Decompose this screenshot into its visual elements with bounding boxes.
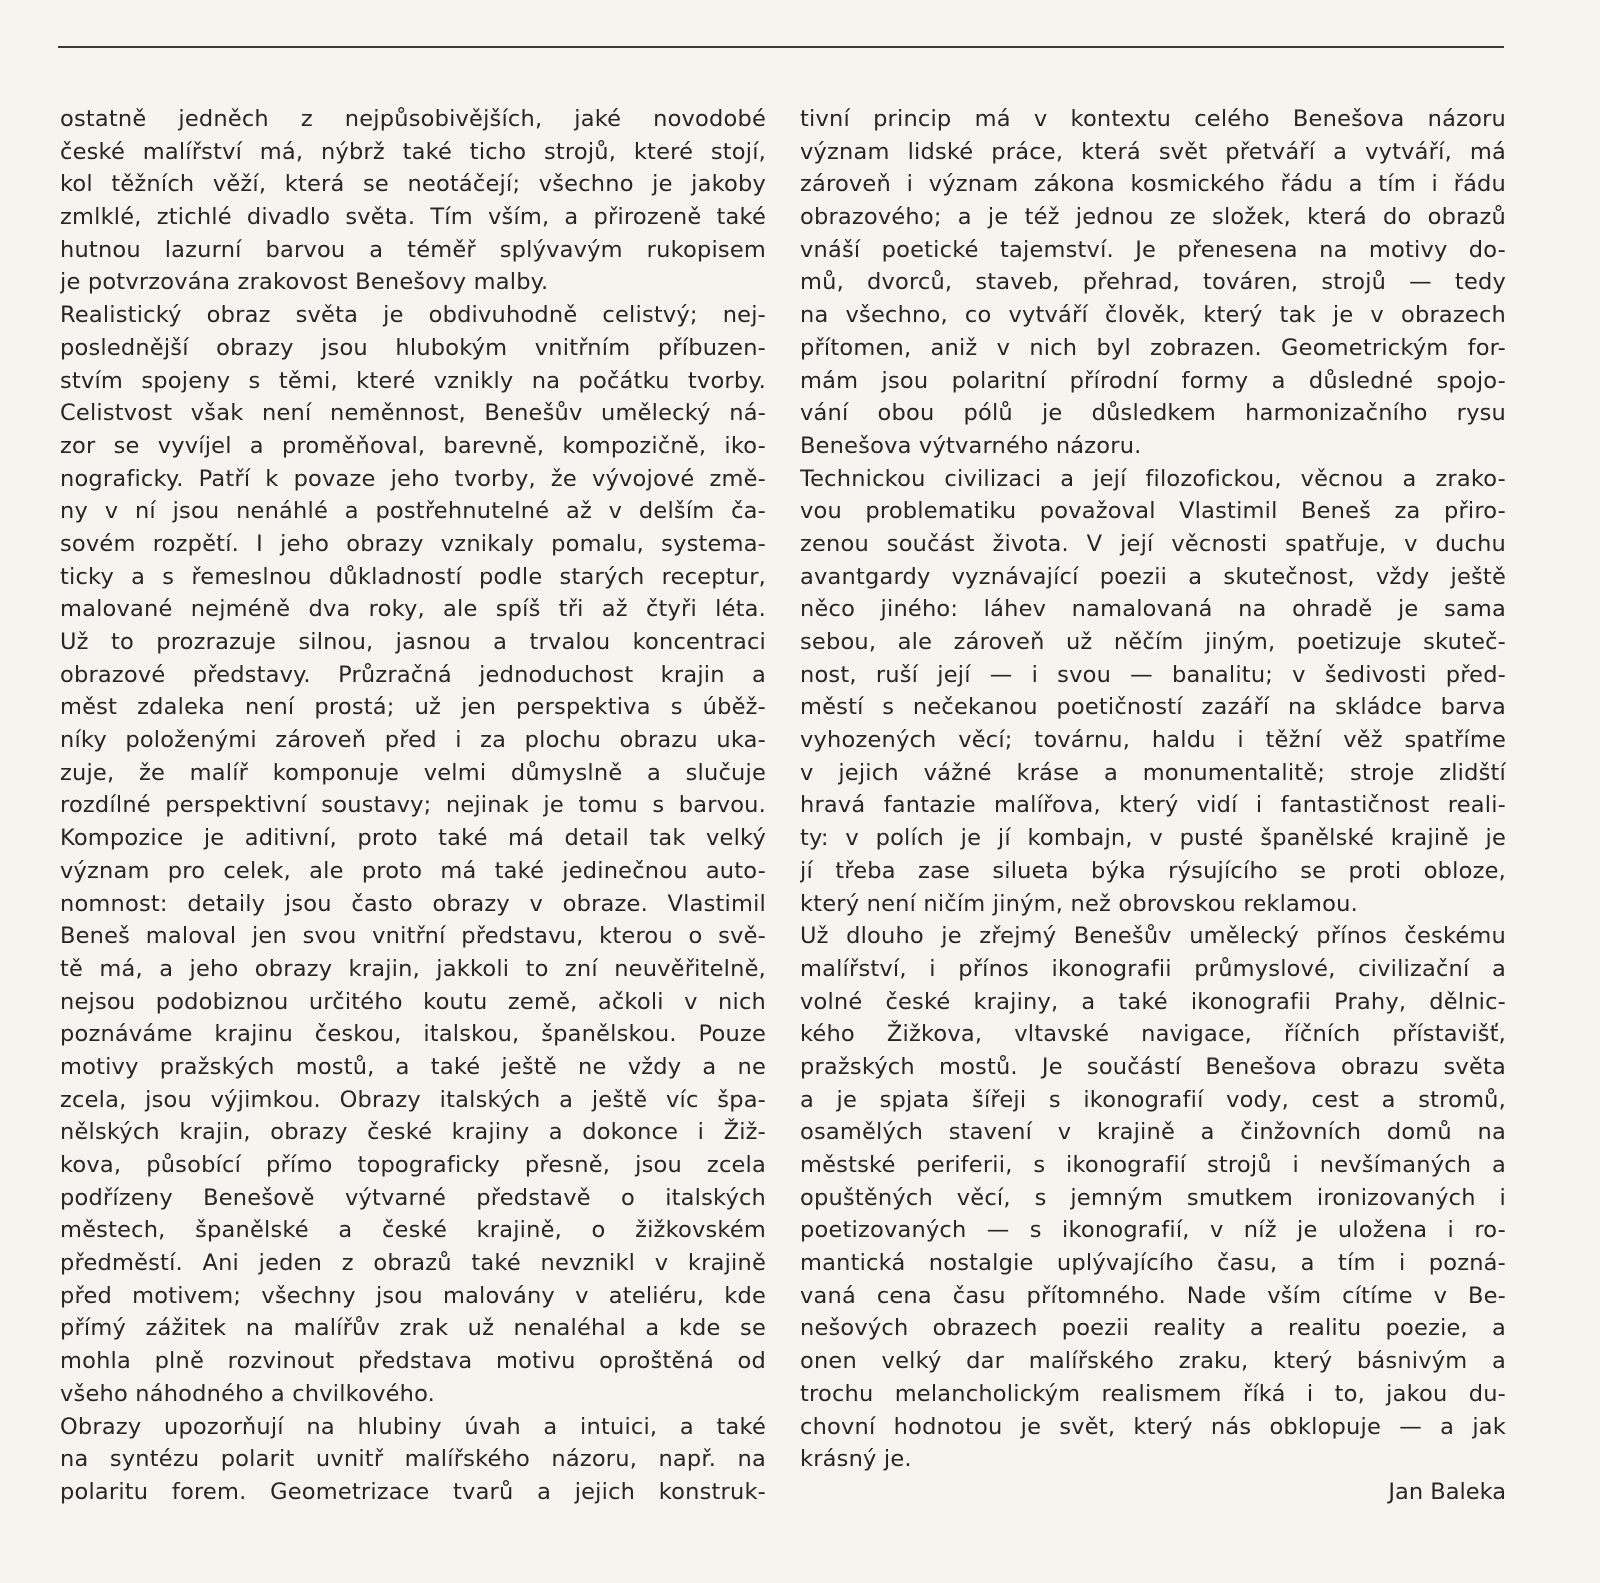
- text-line: sovém rozpětí. I jeho obrazy vznikaly pomalu, systema-: [60, 530, 766, 557]
- text-line: městské periferii, s ikonografií strojů i nevšímaných a: [800, 1152, 1506, 1178]
- text-line: níky položenými zároveň před i za plochu obrazu uka-: [60, 727, 766, 754]
- paragraph: [800, 920, 1506, 1476]
- text-line: české malířství má, nýbrž také ticho strojů, které stojí,: [60, 138, 766, 165]
- paragraph: [800, 463, 1506, 921]
- text-line: městech, španělské a české krajině, o žižkovském: [60, 1217, 766, 1244]
- text-line: Beneš maloval jen svou vnitřní představu, kterou o svě-: [60, 923, 766, 950]
- text-line: Už dlouho je zřejmý Benešův umělecký přínos českému: [800, 923, 1506, 950]
- text-line: ticky a s řemeslnou důkladností podle starých receptur,: [60, 563, 766, 590]
- text-line: na všechno, co vytváří člověk, který tak je v obrazech: [800, 302, 1506, 329]
- right-column: [800, 103, 1506, 1509]
- text-line: podřízeny Benešově výtvarné představě o italských: [60, 1184, 766, 1211]
- text-line: zároveň i význam zákona kosmického řádu a tím i řádu: [800, 171, 1506, 198]
- text-line: ty: v polích je jí kombajn, v pusté španělské krajině je: [800, 825, 1506, 852]
- text-line: onen velký dar malířského zraku, který básnivým a: [800, 1348, 1506, 1375]
- text-line: zor se vyvíjel a proměňoval, barevně, kompozičně, iko-: [60, 432, 766, 459]
- text-line: ostatně jedněch z nejpůsobivějších, jaké novodobé: [60, 106, 766, 132]
- top-rule: [58, 46, 1504, 48]
- text-line: Už to prozrazuje silnou, jasnou a trvalou koncentraci: [60, 629, 766, 655]
- text-line: kol těžních věží, která se neotáčejí; všechno je jakoby: [60, 171, 766, 198]
- text-line: vou problematiku považoval Vlastimil Beneš za přiro-: [800, 498, 1506, 525]
- paragraph: [60, 103, 766, 299]
- text-line: zenou součást života. V její věcnosti spatřuje, v duchu: [800, 530, 1506, 557]
- text-line: vnáší poetické tajemství. Je přenesena na motivy do-: [800, 236, 1506, 263]
- text-line: před motivem; všechny jsou malovány v ateliéru, kde: [60, 1282, 766, 1309]
- text-line: obrazového; a je též jednou ze složek, která do obrazů: [800, 204, 1506, 231]
- text-line: jí třeba zase silueta býka rýsujícího se proti obloze,: [800, 857, 1506, 884]
- text-line: krásný je.: [800, 1446, 912, 1473]
- author-signature: Jan Baleka: [1388, 1478, 1506, 1505]
- text-line: v jejich vážné kráse a monumentalitě; stroje zlidští: [800, 759, 1506, 786]
- text-line: přímý zážitek na malířův zrak už nenaléhal a kde se: [60, 1315, 766, 1342]
- text-line: opuštěných věcí, s jemným smutkem ironizovaných i: [800, 1184, 1506, 1211]
- text-line: kého Žižkova, vltavské navigace, říčních přístavišť,: [800, 1021, 1506, 1048]
- text-line: Obrazy upozorňují na hlubiny úvah a intuici, a také: [60, 1413, 766, 1440]
- text-line: vaná cena času přítomného. Nade vším cítíme v Be-: [800, 1282, 1506, 1309]
- text-line: význam pro celek, ale proto má také jedinečnou auto-: [60, 857, 766, 884]
- text-line: avantgardy vyznávající poezii a skutečnost, vždy ještě: [800, 563, 1506, 590]
- text-line: nělských krajin, obrazy české krajiny a dokonce i Žiž-: [60, 1119, 766, 1146]
- paragraph: [800, 103, 1506, 463]
- text-line: a je spjata šířeji s ikonografií vody, cest a stromů,: [800, 1086, 1506, 1113]
- text-line: nešových obrazech poezii reality a realitu poezie, a: [800, 1315, 1506, 1342]
- text-line: něco jiného: láhev namalovaná na ohradě je sama: [800, 596, 1506, 623]
- text-line: sebou, ale zároveň už něčím jiným, poetizuje skuteč-: [800, 629, 1506, 655]
- text-line: měst zdaleka není prostá; už jen perspektiva s úběž-: [60, 694, 766, 721]
- text-line: rozdílné perspektivní soustavy; nejinak je tomu s barvou.: [60, 792, 766, 819]
- text-line: chovní hodnotou je svět, který nás obklopuje — a jak: [800, 1413, 1506, 1440]
- left-column: [60, 103, 766, 1509]
- text-line: poslednější obrazy jsou hlubokým vnitřním příbuzen-: [60, 334, 766, 361]
- text-line: Technickou civilizaci a její filozofickou, věcnou a zrako-: [800, 465, 1506, 492]
- text-line: tivní princip má v kontextu celého Benešova názoru: [800, 106, 1506, 132]
- text-line: zcela, jsou výjimkou. Obrazy italských a ještě víc špa-: [60, 1086, 766, 1113]
- text-line: zuje, že malíř komponuje velmi důmyslně a slučuje: [60, 759, 766, 786]
- paragraph: [60, 299, 766, 1410]
- text-line: volné české krajiny, a také ikonografii Prahy, dělnic-: [800, 988, 1506, 1015]
- text-line: mám jsou polaritní přírodní formy a důsledné spojo-: [800, 367, 1506, 394]
- text-line: městí s nečekanou poetičností zazáří na skládce barva: [800, 694, 1506, 721]
- text-line: Benešova výtvarného názoru.: [800, 432, 1142, 459]
- text-line: nost, ruší její — i svou — banalitu; v šedivosti před-: [800, 661, 1506, 688]
- text-line: obrazové představy. Průzračná jednoduchost krajin a: [60, 661, 766, 688]
- text-line: tě má, a jeho obrazy krajin, jakkoli to zní neuvěřitelně,: [60, 955, 766, 982]
- text-line: ny v ní jsou nenáhlé a postřehnutelné až v delším ča-: [60, 498, 766, 525]
- text-line: Realistický obraz světa je obdivuhodně celistvý; nej-: [60, 302, 766, 329]
- text-line: osamělých stavení v krajině a činžovních domů na: [800, 1119, 1506, 1146]
- text-line: všeho náhodného a chvilkového.: [60, 1380, 436, 1407]
- text-line: trochu melancholickým realismem říká i to, jakou du-: [800, 1380, 1506, 1407]
- text-line: zmlklé, ztichlé divadlo světa. Tím vším, a přirozeně také: [60, 204, 766, 231]
- text-line: polaritu forem. Geometrizace tvarů a jejich konstruk-: [60, 1478, 766, 1505]
- text-line: přítomen, aniž v nich byl zobrazen. Geometrickým for-: [800, 334, 1506, 361]
- text-line: poznáváme krajinu českou, italskou, španělskou. Pouze: [60, 1021, 766, 1048]
- text-line: hutnou lazurní barvou a téměř splývavým rukopisem: [60, 236, 766, 263]
- text-line: předměstí. Ani jeden z obrazů také nevznikl v krajině: [60, 1250, 766, 1277]
- text-line: na syntézu polarit uvnitř malířského názoru, např. na: [60, 1446, 766, 1473]
- text-line: význam lidské práce, která svět přetváří a vytváří, má: [800, 138, 1506, 165]
- text-line: hravá fantazie malířova, který vidí i fantastičnost reali-: [800, 792, 1506, 819]
- text-line: nomnost: detaily jsou často obrazy v obraze. Vlastimil: [60, 890, 766, 917]
- text-line: stvím spojeny s těmi, které vznikly na počátku tvorby.: [60, 367, 766, 394]
- text-line: Celistvost však není neměnnost, Benešův umělecký ná-: [60, 400, 766, 427]
- paragraph: [60, 1411, 766, 1509]
- text-line: pražských mostů. Je součástí Benešova obrazu světa: [800, 1053, 1506, 1080]
- text-line: mantická nostalgie uplývajícího času, a tím i pozná-: [800, 1250, 1506, 1277]
- text-line: poetizovaných — s ikonografií, v níž je uložena i ro-: [800, 1217, 1506, 1244]
- text-line: je potvrzována zrakovost Benešovy malby.: [60, 269, 549, 296]
- text-line: kova, působící přímo topograficky přesně, jsou zcela: [60, 1152, 766, 1178]
- text-line: vání obou pólů je důsledkem harmonizačního rysu: [800, 400, 1506, 427]
- text-line: malované nejméně dva roky, ale spíš tři až čtyři léta.: [60, 596, 766, 623]
- text-line: malířství, i přínos ikonografii průmyslové, civilizační a: [800, 955, 1506, 982]
- text-line: mů, dvorců, staveb, přehrad, továren, strojů — tedy: [800, 269, 1506, 296]
- text-line: mohla plně rozvinout představa motivu oproštěná od: [60, 1348, 766, 1375]
- text-line: nejsou podobiznou určitého koutu země, ačkoli v nich: [60, 988, 766, 1015]
- text-line: který není ničím jiným, než obrovskou reklamou.: [800, 890, 1358, 917]
- text-line: vyhozených věcí; továrnu, haldu i těžní věž spatříme: [800, 727, 1506, 754]
- text-line: nograficky. Patří k povaze jeho tvorby, že vývojové změ-: [60, 465, 766, 492]
- text-line: motivy pražských mostů, a také ještě ne vždy a ne: [60, 1053, 766, 1080]
- text-line: Kompozice je aditivní, proto také má detail tak velký: [60, 825, 766, 852]
